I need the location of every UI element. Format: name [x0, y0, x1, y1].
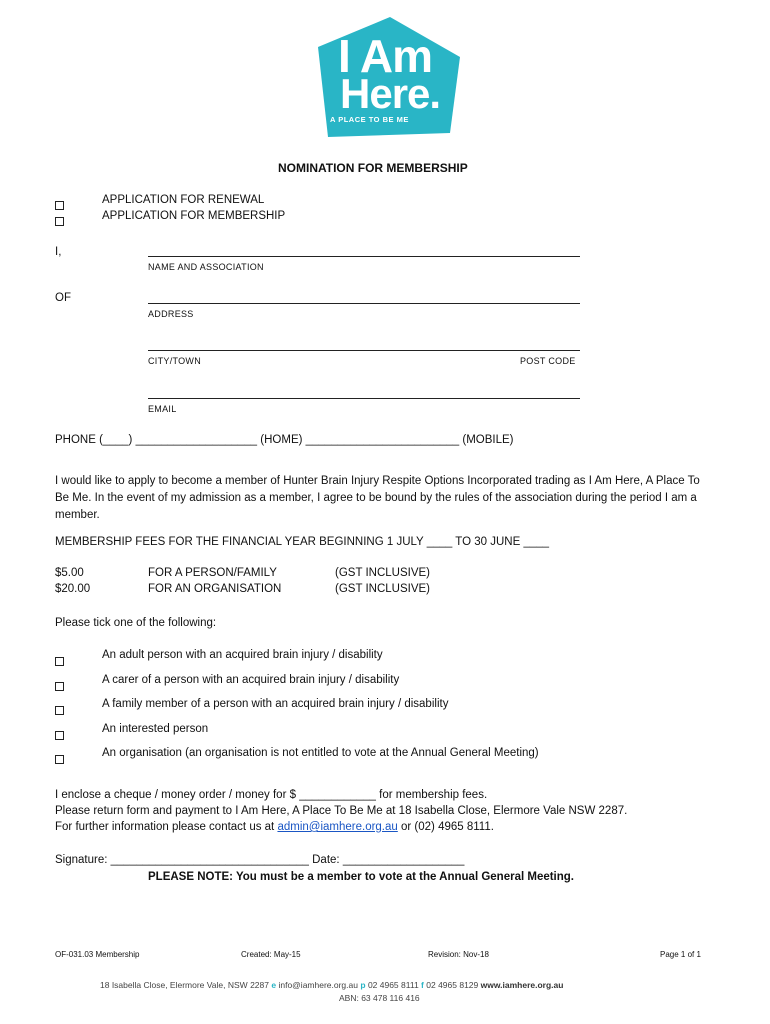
tick-checkbox[interactable] [55, 727, 64, 745]
phone-label: PHONE [55, 434, 96, 446]
footer-page: Page 1 of 1 [660, 950, 701, 959]
footer-email-prefix: e [271, 980, 277, 990]
postcode-caption: POST CODE [520, 356, 576, 366]
fee-desc: FOR A PERSON/FAMILY [148, 567, 277, 579]
tick-checkbox[interactable] [55, 653, 64, 671]
label-renewal: APPLICATION FOR RENEWAL [102, 194, 265, 206]
date-label: Date: [312, 854, 340, 866]
payment-line-1: I enclose a cheque / money order / money for $ ____________ for membership fees. [55, 789, 488, 801]
contact-prefix: For further information please contact us at [55, 821, 278, 833]
date-field[interactable]: ___________________ [342, 854, 465, 866]
name-caption: NAME AND ASSOCIATION [148, 262, 264, 272]
tick-option-label: An organisation (an organisation is not entitled to vote at the Annual General Meeting) [102, 747, 539, 759]
phone-row [55, 434, 514, 446]
logo-line-1: I Am [338, 30, 432, 82]
logo-line-2: Here. [340, 70, 441, 117]
phone-mobile-field[interactable]: ________________________ [305, 434, 460, 446]
fees-heading: MEMBERSHIP FEES FOR THE FINANCIAL YEAR BEGINNING 1 JULY ____ TO 30 JUNE ____ [55, 536, 550, 548]
fee-desc: FOR AN ORGANISATION [148, 583, 282, 595]
tick-option-label: An interested person [102, 723, 209, 735]
page-title: NOMINATION FOR MEMBERSHIP [278, 161, 468, 175]
logo [310, 15, 465, 140]
contact-email-link[interactable]: admin@iamhere.org.au [277, 821, 398, 833]
fee-amount: $20.00 [55, 583, 91, 595]
footer-phone: 02 4965 8111 [367, 980, 419, 990]
address-field[interactable] [148, 303, 580, 304]
city-field[interactable] [148, 350, 580, 351]
i-label: I, [55, 246, 62, 258]
footer-fax-prefix: f [421, 980, 424, 990]
phone-area-field[interactable]: (____) [99, 434, 133, 446]
intro-paragraph: I would like to apply to become a member of Hunter Brain Injury Respite Options Incorporated trading as I Am Here, A Place To Be Me. In the event of my admission as a member, I agree to be bound by the rules of the association during the period I am a member. [55, 475, 700, 521]
name-field[interactable] [148, 256, 580, 257]
fee-amount: $5.00 [55, 567, 84, 579]
tick-prompt: Please tick one of the following: [55, 617, 217, 629]
logo-tagline: A PLACE TO BE ME [330, 115, 409, 124]
phone-home-label: (HOME) [260, 434, 303, 446]
vote-note: PLEASE NOTE: You must be a member to vote at the Annual General Meeting. [148, 871, 574, 883]
payment-line-3 [55, 821, 494, 833]
payment-line-2: Please return form and payment to I Am Here, A Place To Be Me at 18 Isabella Close, Elermore Vale NSW 2287. [55, 805, 628, 817]
footer-phone-prefix: p [360, 980, 366, 990]
address-caption: ADDRESS [148, 309, 194, 319]
tick-option-label: A carer of a person with an acquired brain injury / disability [102, 674, 400, 686]
checkbox-membership[interactable] [55, 213, 64, 231]
footer-email: info@iamhere.org.au [278, 980, 358, 990]
footer-address: 18 Isabella Close, Elermore Vale, NSW 2287 [100, 980, 269, 990]
footer-website: www.iamhere.org.au [480, 980, 564, 990]
footer-revision: Revision: Nov-18 [428, 950, 489, 959]
phone-mobile-label: (MOBILE) [462, 434, 514, 446]
tick-option-label: An adult person with an acquired brain injury / disability [102, 649, 383, 661]
city-caption: CITY/TOWN [148, 356, 202, 366]
of-label: OF [55, 292, 71, 304]
footer-fax: 02 4965 8129 [426, 980, 479, 990]
fee-tax: (GST INCLUSIVE) [335, 567, 430, 579]
footer-doc-id: OF-031.03 Membership [55, 950, 140, 959]
phone-home-field[interactable]: ___________________ [135, 434, 258, 446]
tick-checkbox[interactable] [55, 678, 64, 696]
footer-abn: ABN: 63 478 116 416 [339, 993, 420, 1003]
tick-checkbox[interactable] [55, 751, 64, 769]
email-field[interactable] [148, 398, 580, 399]
email-caption: EMAIL [148, 404, 177, 414]
tick-option-label: A family member of a person with an acquired brain injury / disability [102, 698, 449, 710]
signature-row [55, 854, 464, 866]
footer-created: Created: May-15 [241, 950, 301, 959]
footer-contact [100, 980, 563, 990]
label-membership: APPLICATION FOR MEMBERSHIP [102, 210, 286, 222]
tick-checkbox[interactable] [55, 702, 64, 720]
signature-label: Signature: [55, 854, 108, 866]
contact-suffix: or (02) 4965 8111. [397, 821, 494, 833]
signature-field[interactable]: _______________________________ [110, 854, 309, 866]
fee-tax: (GST INCLUSIVE) [335, 583, 430, 595]
